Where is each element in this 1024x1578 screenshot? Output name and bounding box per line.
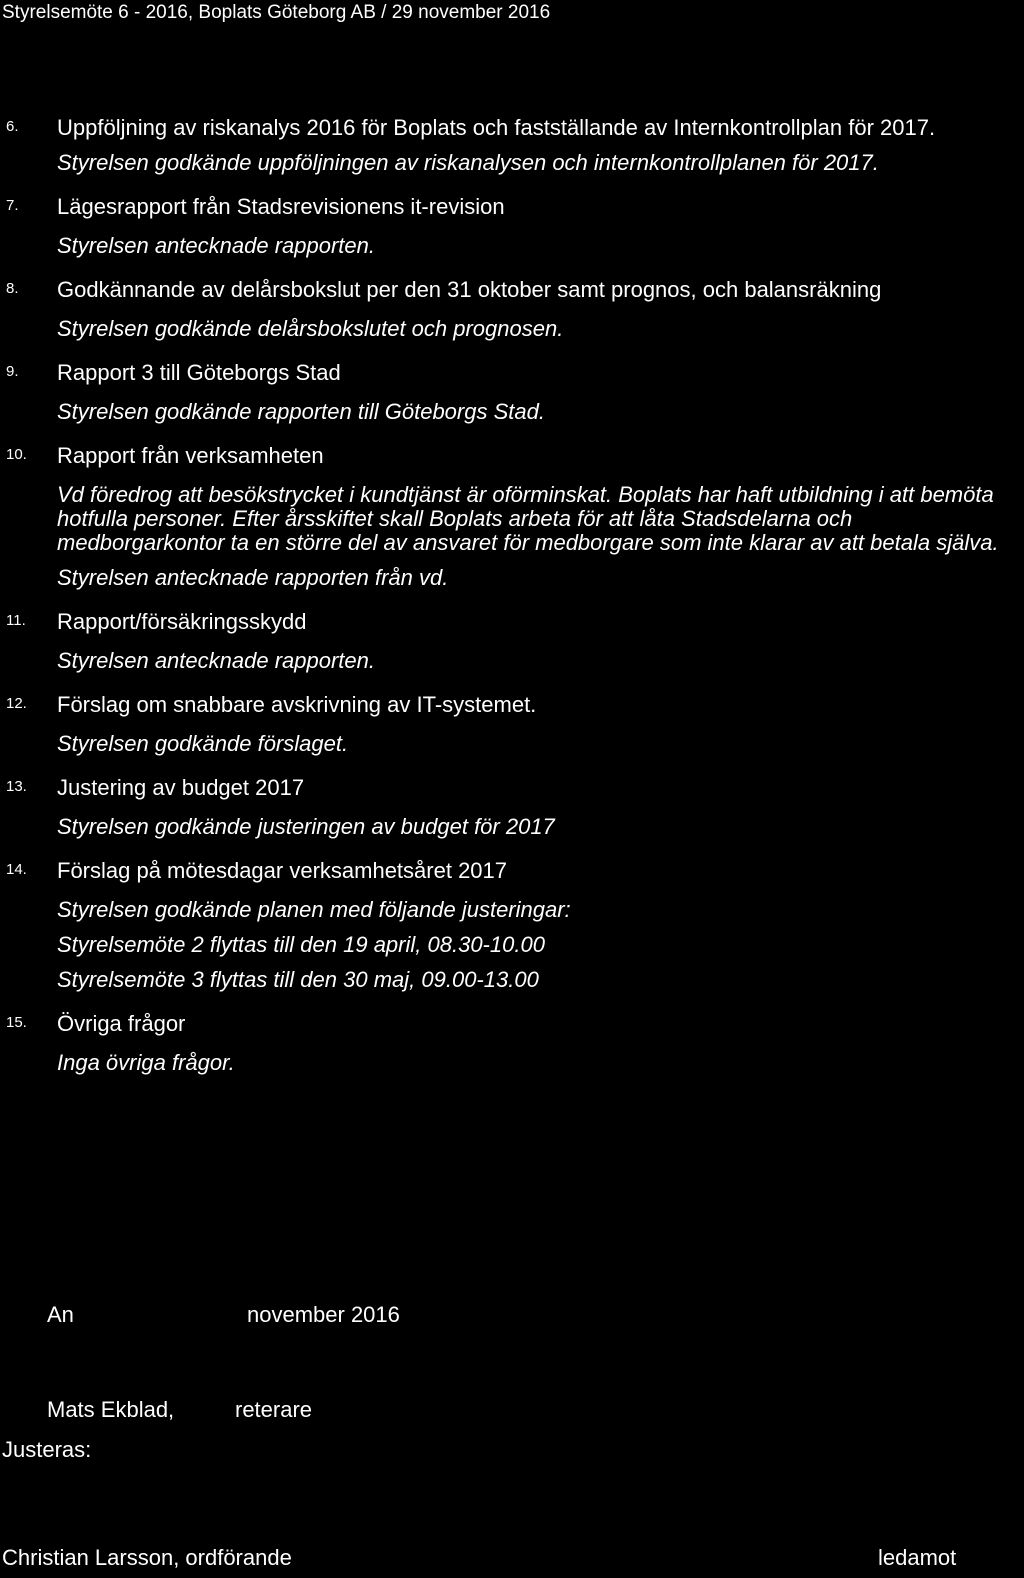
item-decision: Styrelsen antecknade rapporten från vd. — [57, 565, 449, 590]
item-number: 10. — [6, 446, 27, 463]
item-decision: Vd föredrog att besökstrycket i kundtjänst är oförminskat. Boplats har haft utbildning i att bemöta hotfulla personer. Efter årsskiftet skall Boplats arbeta för att låta Stadsdelarna och medborgarkontor ta en större del av ansvaret för medborgare som inte klarar av att betala själva. — [57, 482, 999, 555]
agenda-item — [0, 608, 1024, 673]
member-role: ledamot — [878, 1545, 957, 1570]
agenda-item — [0, 276, 1024, 341]
item-decision: Inga övriga frågor. — [57, 1050, 235, 1075]
item-number: 6. — [6, 118, 19, 135]
item-decision: Styrelsen godkände justeringen av budget för 2017 — [57, 814, 555, 839]
agenda-items — [0, 114, 1024, 1075]
item-number: 7. — [6, 197, 19, 214]
item-number: 9. — [6, 363, 19, 380]
item-number: 8. — [6, 280, 19, 297]
item-decision: Styrelsen godkände uppföljningen av riskanalysen och internkontrollplanen för 2017. — [57, 150, 879, 175]
item-decision: Styrelsen godkände förslaget. — [57, 731, 349, 756]
item-number: 15. — [6, 1014, 27, 1031]
item-decision: Styrelsen antecknade rapporten. — [57, 233, 375, 258]
item-decision: Styrelsen antecknade rapporten. — [57, 648, 375, 673]
signature-date-prefix: An — [47, 1302, 74, 1327]
item-title: Rapport 3 till Göteborgs Stad — [57, 360, 341, 385]
agenda-item — [0, 442, 1024, 590]
agenda-item — [0, 114, 1024, 175]
page-header: Styrelsemöte 6 - 2016, Boplats Göteborg AB / 29 november 2016 — [2, 2, 551, 23]
item-title: Lägesrapport från Stadsrevisionens it-revision — [57, 194, 505, 219]
item-decision: Styrelsen godkände planen med följande justeringar: — [57, 897, 571, 922]
item-number: 13. — [6, 778, 27, 795]
agenda-item — [0, 1010, 1024, 1075]
agenda-item — [0, 691, 1024, 756]
item-number: 14. — [6, 861, 27, 878]
item-title: Godkännande av delårsbokslut per den 31 oktober samt prognos, och balansräkning — [57, 277, 882, 302]
item-title: Rapport/försäkringsskydd — [57, 609, 307, 634]
item-decision: Styrelsemöte 3 flyttas till den 30 maj, 09.00-13.00 — [57, 967, 539, 992]
item-decision: Styrelsemöte 2 flyttas till den 19 april, 08.30-10.00 — [57, 932, 545, 957]
signature-date: november 2016 — [247, 1302, 400, 1327]
agenda-item — [0, 857, 1024, 992]
item-title: Justering av budget 2017 — [57, 775, 305, 800]
secretary-name: Mats Ekblad, — [47, 1397, 175, 1422]
item-decision: Styrelsen godkände delårsbokslutet och prognosen. — [57, 316, 564, 341]
item-title: Uppföljning av riskanalys 2016 för Boplats och fastställande av Internkontrollplan för 2017. — [57, 115, 936, 140]
item-title: Rapport från verksamheten — [57, 443, 324, 468]
agenda-item — [0, 774, 1024, 839]
item-number: 11. — [6, 612, 26, 629]
item-title: Förslag om snabbare avskrivning av IT-systemet. — [57, 692, 537, 717]
justeras-label: Justeras: — [2, 1437, 92, 1462]
item-title: Förslag på mötesdagar verksamhetsåret 2017 — [57, 858, 508, 883]
item-title: Övriga frågor — [57, 1011, 186, 1036]
agenda-item — [0, 193, 1024, 258]
agenda-item — [0, 359, 1024, 424]
chair-signature: Christian Larsson, ordförande — [2, 1545, 292, 1570]
item-decision: Styrelsen godkände rapporten till Göteborgs Stad. — [57, 399, 545, 424]
item-number: 12. — [6, 695, 27, 712]
secretary-role: reterare — [235, 1397, 313, 1422]
